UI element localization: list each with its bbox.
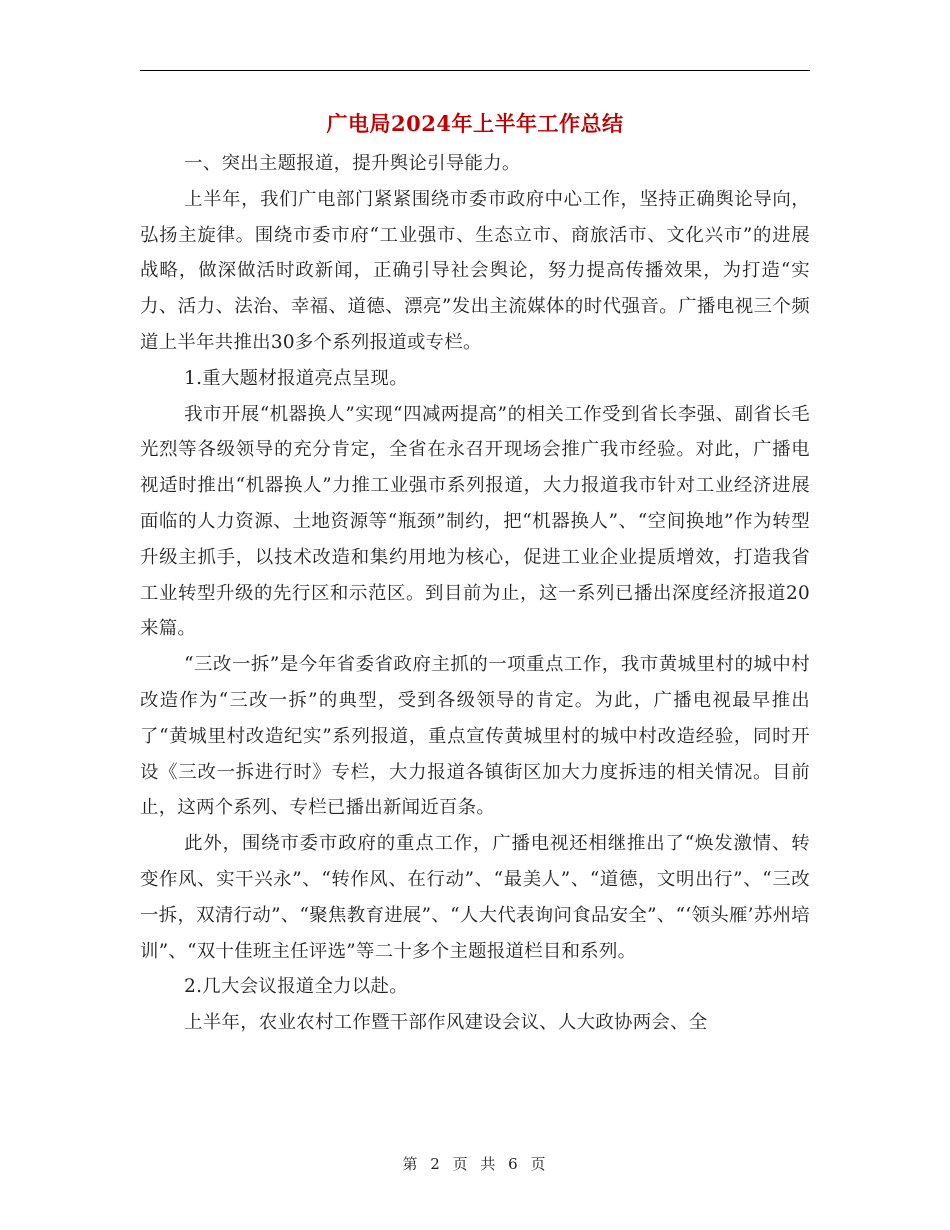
- section-heading: 一、突出主题报道，提升舆论引导能力。: [184, 153, 521, 174]
- document-body: [140, 146, 810, 1041]
- subsection-heading: 2.几大会议报道全力以赴。: [184, 976, 408, 998]
- paragraph: “三改一拆”是今年省委省政府主抓的一项重点工作，我市黄城里村的城中村改造作为“三改一拆”的典型，受到各级领导的肯定。为此，广播电视最早推出了“黄城里村改造纪实”系列报道，重点宣传黄城里村的城中村改造经验，同时开设《三改一拆进行时》专栏，大力报道各镇街区加大力度拆违的相关情况。目前止，这两个系列、专栏已播出新闻近百条。: [140, 654, 810, 819]
- document-title: 广电局2024年上半年工作总结: [326, 111, 624, 136]
- paragraph: 上半年，农业农村工作暨干部作风建设会议、人大政协两会、全: [184, 1012, 708, 1034]
- paragraph: 我市开展“机器换人”实现“四减两提高”的相关工作受到省长李强、副省长毛光烈等各级领导的充分肯定，全省在永召开现场会推广我市经验。对此，广播电视适时推出“机器换人”力推工业强市系列报道，大力报道我市针对工业经济进展面临的人力资源、土地资源等“瓶颈”制约，把“机器换人”、“空间换地”作为转型升级主抓手，以技术改造和集约用地为核心，促进工业企业提质增效，打造我省工业转型升级的先行区和示范区。到目前为止，这一系列已播出深度经济报道20来篇。: [140, 403, 810, 640]
- subsection-heading: 1.重大题材报道亮点呈现。: [184, 367, 408, 389]
- header-rule: [140, 70, 810, 71]
- page-number-footer: 第 2 页 共 6 页: [402, 1155, 548, 1173]
- paragraph: 此外，围绕市委市政府的重点工作，广播电视还相继推出了“焕发激情、转变作风、实干兴永”、“转作风、在行动”、“最美人”、“道德，文明出行”、“三改一拆，双清行动”、“聚焦教育进展”、“人大代表询问食品安全”、“‘领头雁’苏州培训”、“双十佳班主任评选”等二十多个主题报道栏目和系列。: [140, 833, 810, 962]
- paragraph: 上半年，我们广电部门紧紧围绕市委市政府中心工作，坚持正确舆论导向，弘扬主旋律。围绕市委市府“工业强市、生态立市、商旅活市、文化兴市”的进展战略，做深做活时政新闻，正确引导社会舆论，努力提高传播效果，为打造“实力、活力、法治、幸福、道德、漂亮”发出主流媒体的时代强音。广播电视三个频道上半年共推出30多个系列报道或专栏。: [140, 188, 810, 353]
